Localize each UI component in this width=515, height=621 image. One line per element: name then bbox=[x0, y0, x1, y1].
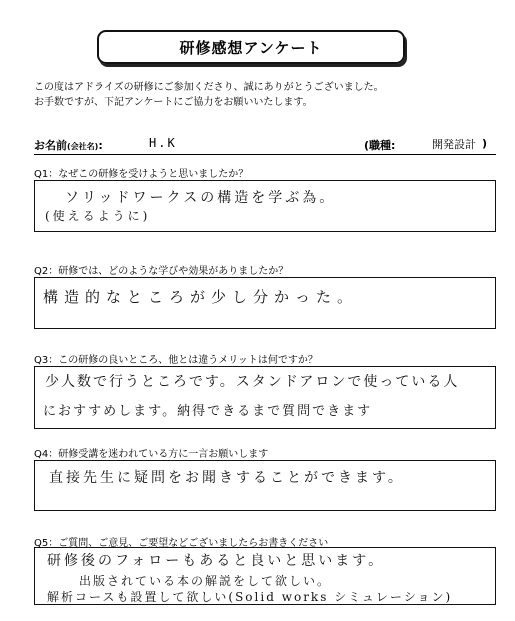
name-label-main: お名前 bbox=[34, 139, 67, 152]
answer-3-line-1: 少人数で行うところです。スタンドアロンで使っている人 bbox=[45, 374, 460, 390]
answer-box-4 bbox=[34, 460, 496, 511]
question-1: Q1：なぜこの研修を受けようと思いましたか？ bbox=[34, 169, 249, 180]
answer-box-1 bbox=[34, 180, 496, 232]
intro-text bbox=[34, 80, 494, 110]
answer-box-3 bbox=[34, 366, 496, 429]
answer-box-2 bbox=[34, 277, 496, 329]
answer-1-line-2: (使えるように) bbox=[45, 209, 151, 223]
question-2: Q2：研修では、どのような学びや効果がありましたか？ bbox=[34, 266, 289, 277]
answer-4-line-1: 直接先生に疑問をお聞きすることができます。 bbox=[49, 470, 405, 486]
answer-3-line-2: におすすめします。納得できるまで質問できます bbox=[43, 404, 373, 419]
question-5: Q5：ご質問、ご意見、ご要望などございましたらお書きください bbox=[34, 538, 329, 549]
intro-line-2: お手数ですが、下記アンケートにご協力をお願いいたします。 bbox=[34, 97, 313, 108]
job-close: ) bbox=[482, 137, 488, 150]
name-row bbox=[34, 137, 496, 155]
question-3: Q3：この研修の良いところ、他とは違うメリットは何ですか？ bbox=[34, 355, 318, 366]
answer-5-line-3: 解析コースも設置して欲しい(Solid works シミュレーション) bbox=[47, 590, 453, 604]
answer-5-line-2: 出版されている本の解説をして欲しい。 bbox=[79, 574, 332, 588]
answer-2-line-1: 構造的なところが少し分かった。 bbox=[43, 288, 359, 306]
name-label-sub: (会社名) bbox=[67, 142, 99, 151]
answer-box-5 bbox=[34, 547, 496, 605]
job-label: (職種: bbox=[364, 139, 396, 152]
title-box bbox=[97, 30, 405, 64]
job-value: 開発設計 bbox=[432, 138, 476, 151]
name-value: H.K bbox=[149, 136, 177, 150]
answer-5-line-1: 研修後のフォローもあると良いと思います。 bbox=[47, 553, 386, 569]
name-label bbox=[34, 137, 103, 153]
name-label-colon: : bbox=[98, 139, 103, 152]
question-4: Q4：研修受講を迷われている方に一言お願いします bbox=[34, 449, 269, 460]
page-title: 研修感想アンケート bbox=[179, 38, 323, 57]
answer-1-line-1: ソリッドワークスの構造を学ぶ為。 bbox=[65, 190, 337, 206]
intro-line-1: この度はアドライズの研修にご参加くださり、誠にありがとうございました。 bbox=[34, 82, 384, 93]
